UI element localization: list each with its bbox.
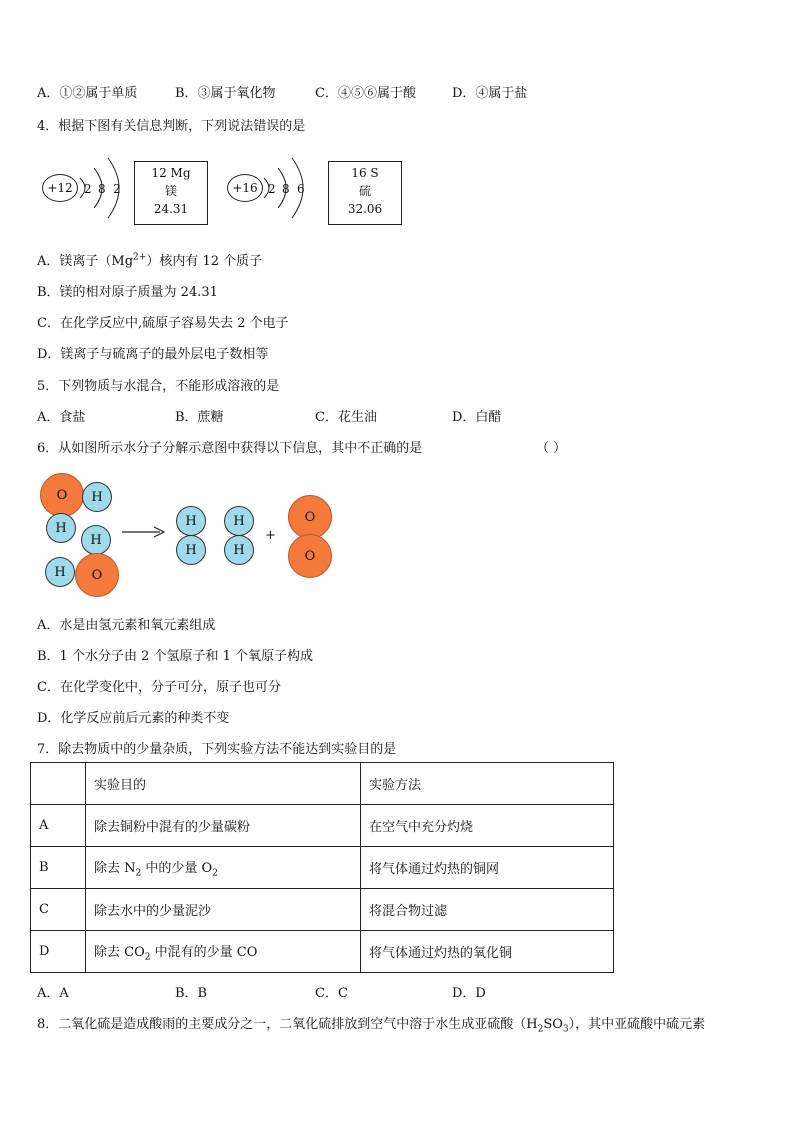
purpose-subscript: 2 (135, 868, 142, 879)
q4-option-a (37, 250, 262, 269)
plus-sign: + (265, 528, 276, 543)
row-key: C (31, 889, 86, 931)
purpose-text: 除去 N (94, 860, 136, 876)
q6-option-b: B．1 个水分子由 2 个氢原子和 1 个氧原子构成 (37, 649, 314, 664)
table-row (31, 931, 614, 973)
mg-card-mass: 24.31 (153, 202, 189, 216)
q5-option-d: D．白醋 (452, 410, 502, 425)
s-shell-3: 6 (297, 182, 305, 196)
s-card-mass: 32.06 (347, 202, 383, 216)
purpose-subscript: 2 (144, 952, 151, 963)
q7-experiment-table (30, 762, 614, 973)
s-card-name: 硫 (358, 184, 371, 198)
q7-option-d: D．D (452, 986, 486, 1001)
s-card-number-symbol: 16 S (351, 166, 379, 180)
hydrogen-atom: H (82, 482, 112, 512)
mg-card-name: 镁 (164, 184, 177, 198)
hydrogen-atom: H (224, 535, 254, 565)
q4-option-a-superscript: 2+ (133, 252, 147, 263)
q3-option-d: D．④属于盐 (452, 86, 528, 101)
purpose-text: 除去 CO (94, 944, 145, 960)
s-shell-2: 8 (282, 182, 290, 196)
table-row (31, 889, 614, 931)
q5-option-a: A．食盐 (37, 410, 86, 425)
q4-option-d: D．镁离子与硫离子的最外层电子数相等 (37, 347, 269, 362)
row-method: 将混合物过滤 (361, 889, 614, 931)
q4-stem: 4．根据下图有关信息判断，下列说法错误的是 (37, 119, 306, 134)
table-header-row (31, 763, 614, 805)
s-shell-1: 2 (268, 182, 276, 196)
q6-stem: 6．从如图所示水分子分解示意图中获得以下信息，其中不正确的是 (37, 441, 423, 456)
oxygen-atom: O (288, 495, 332, 539)
q6-option-a: A．水是由氢元素和氧元素组成 (37, 618, 216, 633)
q6-option-d: D．化学反应前后元素的种类不变 (37, 711, 230, 726)
q5-stem: 5．下列物质与水混合，不能形成溶液的是 (37, 379, 280, 394)
q8-stem-pre: 8．二氧化硫是造成酸雨的主要成分之一，二氧化硫排放到空气中溶于水生成亚硫酸（H (37, 1017, 538, 1032)
hydrogen-atom: H (224, 506, 254, 536)
q7-stem: 7．除去物质中的少量杂质，下列实验方法不能达到实验目的是 (37, 742, 397, 757)
hydrogen-atom: H (81, 525, 111, 555)
hydrogen-atom: H (176, 506, 206, 536)
row-key: B (31, 847, 86, 889)
table-row (31, 847, 614, 889)
mg-element-card (134, 161, 208, 225)
q4-option-b: B．镁的相对原子质量为 24.31 (37, 285, 218, 300)
row-method: 将气体通过灼热的氧化铜 (361, 931, 614, 973)
row-key: D (31, 931, 86, 973)
q4-option-c: C．在化学反应中,硫原子容易失去 2 个电子 (37, 316, 289, 331)
q7-option-b: B．B (175, 986, 208, 1001)
s-nucleus: +16 (227, 174, 263, 202)
q6-answer-bracket: （ ） (536, 441, 567, 456)
q3-option-a: A．①②属于单质 (37, 86, 138, 101)
hydrogen-atom: H (45, 557, 75, 587)
q7-option-c: C．C (315, 986, 348, 1001)
row-purpose (86, 847, 361, 889)
purpose-text: 除去铜粉中混有的少量碳粉 (94, 820, 251, 835)
purpose-text: 中混有的少量 CO (150, 944, 258, 960)
row-purpose (86, 805, 361, 847)
hydrogen-atom: H (176, 535, 206, 565)
table-header-cell (31, 763, 86, 805)
mg-shell-2: 8 (98, 182, 106, 196)
table-row (31, 805, 614, 847)
q8-subscript: 2 (537, 1024, 544, 1035)
mg-nucleus: +12 (42, 174, 78, 202)
q5-option-b: B．蔗糖 (175, 410, 224, 425)
q8-stem (37, 1013, 705, 1035)
mg-shell-1: 2 (84, 182, 92, 196)
hydrogen-atom: H (46, 513, 76, 543)
s-element-card (328, 161, 402, 225)
q3-option-b: B．③属于氧化物 (175, 86, 276, 101)
q3-option-c: C．④⑤⑥属于酸 (315, 86, 416, 101)
row-purpose (86, 931, 361, 973)
oxygen-atom: O (40, 473, 84, 517)
q6-option-c: C．在化学变化中，分子可分，原子也可分 (37, 680, 281, 695)
q4-option-a-post: ）核内有 12 个质子 (146, 254, 263, 269)
purpose-text: 除去水中的少量泥沙 (94, 904, 212, 919)
purpose-subscript: 2 (212, 868, 218, 879)
q8-subscript: 3 (562, 1024, 569, 1035)
mg-shell-3: 2 (113, 182, 121, 196)
q8-stem-post: ），其中亚硫酸中硫元素 (568, 1017, 706, 1032)
row-purpose (86, 889, 361, 931)
q8-stem-mid: SO (543, 1017, 563, 1032)
purpose-text: 中的少量 O (141, 860, 213, 876)
oxygen-atom: O (75, 553, 119, 597)
row-key: A (31, 805, 86, 847)
mg-card-number-symbol: 12 Mg (151, 166, 191, 180)
oxygen-atom: O (288, 534, 332, 578)
q4-option-a-pre: A．镁离子（Mg (37, 254, 134, 269)
table-header-cell: 实验目的 (86, 763, 361, 805)
row-method: 在空气中充分灼烧 (361, 805, 614, 847)
table-header-cell: 实验方法 (361, 763, 614, 805)
reaction-arrow-icon (122, 526, 166, 538)
q7-option-a: A．A (37, 986, 69, 1001)
row-method: 将气体通过灼热的铜网 (361, 847, 614, 889)
q5-option-c: C．花生油 (315, 410, 377, 425)
